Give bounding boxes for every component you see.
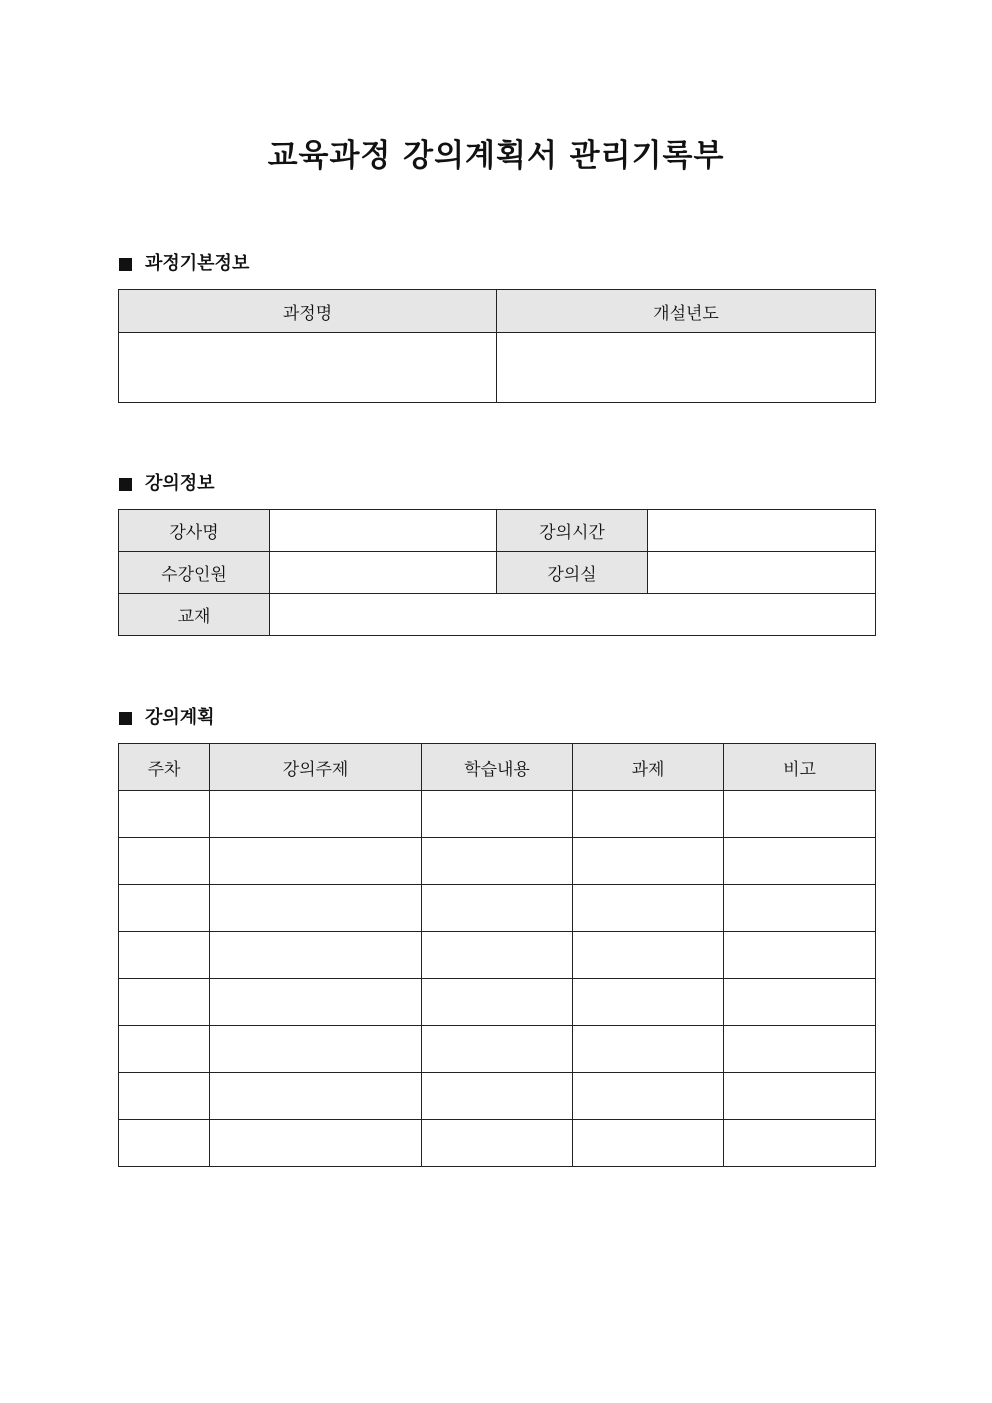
remarks-cell[interactable] bbox=[724, 979, 876, 1026]
content-cell[interactable] bbox=[422, 838, 573, 885]
table-header-row bbox=[119, 744, 876, 791]
lecture-info-table bbox=[118, 509, 876, 636]
assignment-cell[interactable] bbox=[573, 1073, 724, 1120]
assignment-cell[interactable] bbox=[573, 1120, 724, 1167]
lecture-hours-field[interactable] bbox=[648, 510, 876, 552]
section-heading-plan-label: 강의계획 bbox=[145, 707, 215, 728]
enrollment-label: 수강인원 bbox=[119, 552, 270, 594]
table-row bbox=[119, 885, 876, 932]
week-cell[interactable] bbox=[119, 979, 210, 1026]
open-year-header: 개설년도 bbox=[497, 290, 876, 333]
lecture-room-label: 강의실 bbox=[497, 552, 648, 594]
section-heading-lecture-info bbox=[119, 471, 215, 497]
table-row bbox=[119, 333, 876, 403]
section-heading-lecture-info-label: 강의정보 bbox=[145, 473, 215, 494]
week-cell[interactable] bbox=[119, 791, 210, 838]
content-header: 학습내용 bbox=[422, 744, 573, 791]
topic-cell[interactable] bbox=[210, 1026, 422, 1073]
remarks-cell[interactable] bbox=[724, 791, 876, 838]
table-row bbox=[119, 1026, 876, 1073]
section-heading-basic-label: 과정기본정보 bbox=[145, 253, 250, 274]
assignment-cell[interactable] bbox=[573, 838, 724, 885]
week-cell[interactable] bbox=[119, 885, 210, 932]
content-cell[interactable] bbox=[422, 791, 573, 838]
lecture-room-field[interactable] bbox=[648, 552, 876, 594]
table-row bbox=[119, 510, 876, 552]
course-name-header: 과정명 bbox=[119, 290, 497, 333]
remarks-cell[interactable] bbox=[724, 1073, 876, 1120]
textbook-field[interactable] bbox=[270, 594, 876, 636]
topic-cell[interactable] bbox=[210, 791, 422, 838]
assignment-cell[interactable] bbox=[573, 979, 724, 1026]
textbook-label: 교재 bbox=[119, 594, 270, 636]
content-cell[interactable] bbox=[422, 979, 573, 1026]
instructor-label: 강사명 bbox=[119, 510, 270, 552]
topic-cell[interactable] bbox=[210, 885, 422, 932]
remarks-cell[interactable] bbox=[724, 885, 876, 932]
instructor-field[interactable] bbox=[270, 510, 497, 552]
remarks-header: 비고 bbox=[724, 744, 876, 791]
lecture-hours-label: 강의시간 bbox=[497, 510, 648, 552]
week-cell[interactable] bbox=[119, 932, 210, 979]
assignment-cell[interactable] bbox=[573, 932, 724, 979]
week-header: 주차 bbox=[119, 744, 210, 791]
week-cell[interactable] bbox=[119, 1026, 210, 1073]
content-cell[interactable] bbox=[422, 932, 573, 979]
content-cell[interactable] bbox=[422, 1073, 573, 1120]
enrollment-field[interactable] bbox=[270, 552, 497, 594]
table-row bbox=[119, 838, 876, 885]
table-row bbox=[119, 1120, 876, 1167]
remarks-cell[interactable] bbox=[724, 1120, 876, 1167]
table-row bbox=[119, 932, 876, 979]
topic-cell[interactable] bbox=[210, 1073, 422, 1120]
square-bullet-icon bbox=[119, 478, 132, 491]
content-cell[interactable] bbox=[422, 885, 573, 932]
open-year-field[interactable] bbox=[497, 333, 876, 403]
remarks-cell[interactable] bbox=[724, 1026, 876, 1073]
assignment-cell[interactable] bbox=[573, 885, 724, 932]
section-heading-basic bbox=[119, 251, 249, 277]
assignment-cell[interactable] bbox=[573, 1026, 724, 1073]
basic-info-table bbox=[118, 289, 876, 403]
remarks-cell[interactable] bbox=[724, 932, 876, 979]
table-row bbox=[119, 1073, 876, 1120]
section-heading-plan bbox=[119, 705, 215, 731]
table-row bbox=[119, 594, 876, 636]
table-row bbox=[119, 552, 876, 594]
table-row bbox=[119, 979, 876, 1026]
topic-cell[interactable] bbox=[210, 838, 422, 885]
topic-cell[interactable] bbox=[210, 979, 422, 1026]
course-name-field[interactable] bbox=[119, 333, 497, 403]
topic-header: 강의주제 bbox=[210, 744, 422, 791]
assignment-header: 과제 bbox=[573, 744, 724, 791]
content-cell[interactable] bbox=[422, 1120, 573, 1167]
table-row bbox=[119, 791, 876, 838]
week-cell[interactable] bbox=[119, 838, 210, 885]
week-cell[interactable] bbox=[119, 1073, 210, 1120]
content-cell[interactable] bbox=[422, 1026, 573, 1073]
lecture-plan-table bbox=[118, 743, 876, 1167]
topic-cell[interactable] bbox=[210, 1120, 422, 1167]
week-cell[interactable] bbox=[119, 1120, 210, 1167]
topic-cell[interactable] bbox=[210, 932, 422, 979]
square-bullet-icon bbox=[119, 712, 132, 725]
document-title: 교육과정 강의계획서 관리기록부 bbox=[267, 138, 725, 174]
table-header-row bbox=[119, 290, 876, 333]
remarks-cell[interactable] bbox=[724, 838, 876, 885]
assignment-cell[interactable] bbox=[573, 791, 724, 838]
lecture-plan-body bbox=[119, 791, 876, 1167]
square-bullet-icon bbox=[119, 258, 132, 271]
